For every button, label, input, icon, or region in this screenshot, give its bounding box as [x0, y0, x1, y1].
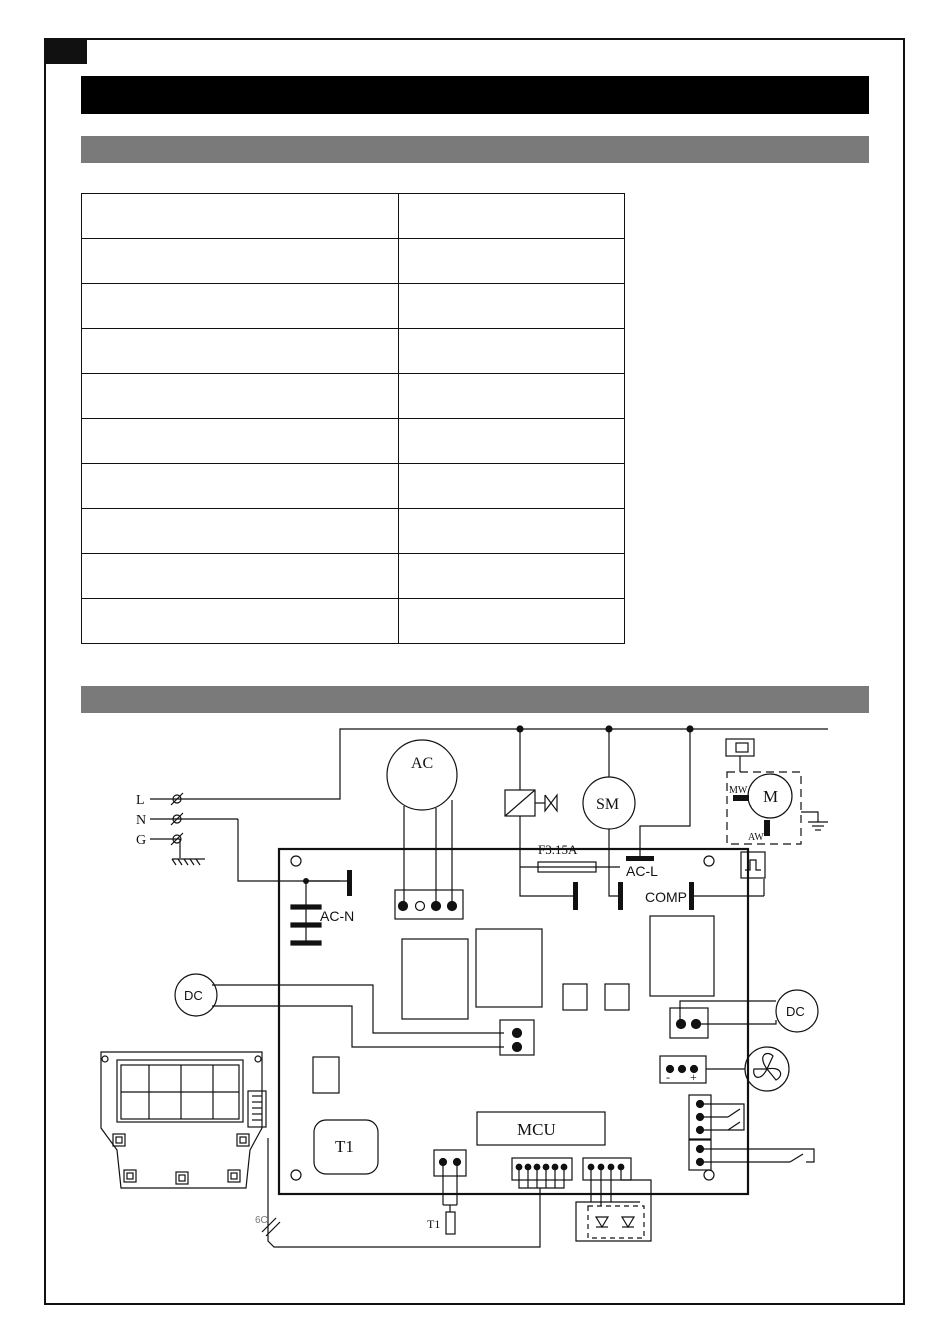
neutral-label: N: [136, 813, 147, 828]
t1-sensor: [427, 1150, 466, 1234]
chip-block: [313, 1057, 339, 1093]
display-board: [101, 1052, 266, 1188]
t1-board-label: T1: [335, 1137, 354, 1156]
display-connector: [255, 1138, 572, 1247]
dc-motor-left: [175, 974, 534, 1055]
compressor-motor-label: M: [763, 787, 779, 806]
switch-terminals: [689, 1095, 814, 1170]
ground-label: G: [136, 833, 147, 848]
aw-label: AW: [748, 832, 764, 843]
mcu-chip: [477, 1112, 605, 1145]
fuse-label: F3.15A: [538, 842, 578, 857]
t1-sensor-label: T1: [427, 1217, 441, 1231]
relay-block: [476, 929, 542, 1007]
dc-left-label: DC: [184, 988, 203, 1003]
fan-minus-label: -: [666, 1070, 670, 1084]
fan-plus-label: +: [690, 1070, 697, 1084]
comp-connector: [645, 879, 764, 910]
comp-label: COMP: [645, 889, 687, 905]
mains-terminals: [136, 793, 238, 865]
optocoupler: [605, 984, 629, 1010]
ac-motor: [387, 740, 463, 919]
transformer-block: [402, 939, 468, 1019]
dc-motor-right: [670, 990, 818, 1038]
fuse: [520, 842, 620, 872]
cable-label: 6C: [255, 1215, 268, 1226]
ac-l-label: AC-L: [626, 863, 658, 879]
ac-l-connector: [626, 729, 690, 879]
ac-motor-label: AC: [411, 755, 434, 772]
live-label: L: [136, 793, 145, 808]
compressor-motor: [726, 739, 828, 878]
optocoupler: [563, 984, 587, 1010]
step-motor: [583, 729, 635, 910]
fan-connector: [660, 1047, 789, 1091]
comp-relay-block: [650, 916, 714, 996]
ac-n-label: AC-N: [320, 908, 355, 924]
step-motor-label: SM: [596, 796, 620, 813]
led-connector: [576, 1158, 651, 1241]
dc-right-label: DC: [786, 1004, 805, 1019]
t1-block: [314, 1120, 378, 1174]
mcu-label: MCU: [517, 1120, 556, 1139]
mw-label: MW: [729, 785, 748, 796]
solenoid-valve: [505, 729, 578, 910]
